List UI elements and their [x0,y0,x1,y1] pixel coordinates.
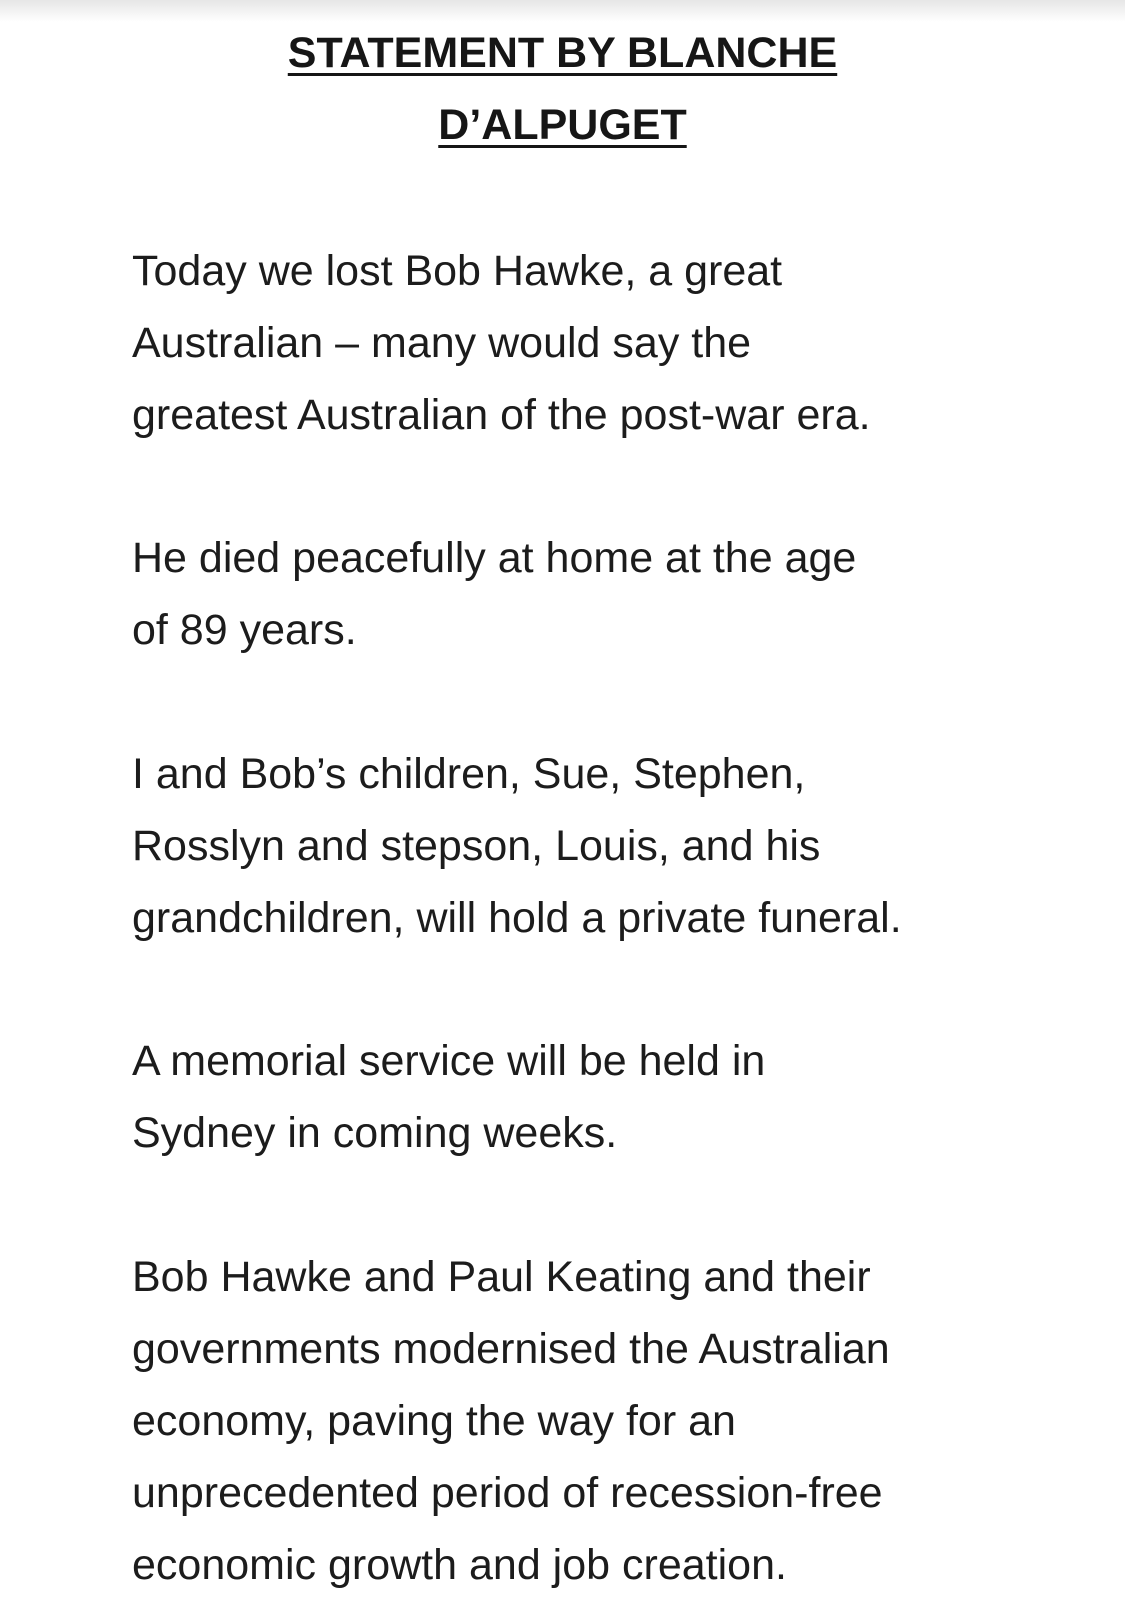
title-line-1: STATEMENT BY BLANCHE [287,29,838,77]
paragraph-private-funeral: I and Bob’s children, Sue, Stephen, Rosslyn and stepson, Louis, and his grandchildren, will hold a private funeral. [132,750,902,942]
statement-title [0,17,1125,161]
title-line-2: D’ALPUGET [438,101,687,149]
paragraph-passing-details: He died peacefully at home at the age of 89 years. [132,534,857,654]
paragraph-memorial-service: A memorial service will be held in Sydney in coming weeks. [132,1037,766,1157]
paragraph-legacy: Bob Hawke and Paul Keating and their governments modernised the Australian economy, paving the way for an unprecedented period of recession-free economic growth and job creation. [132,1253,890,1589]
paragraph-death-announcement: Today we lost Bob Hawke, a great Australian – many would say the greatest Australian of the post-war era. [132,247,871,439]
